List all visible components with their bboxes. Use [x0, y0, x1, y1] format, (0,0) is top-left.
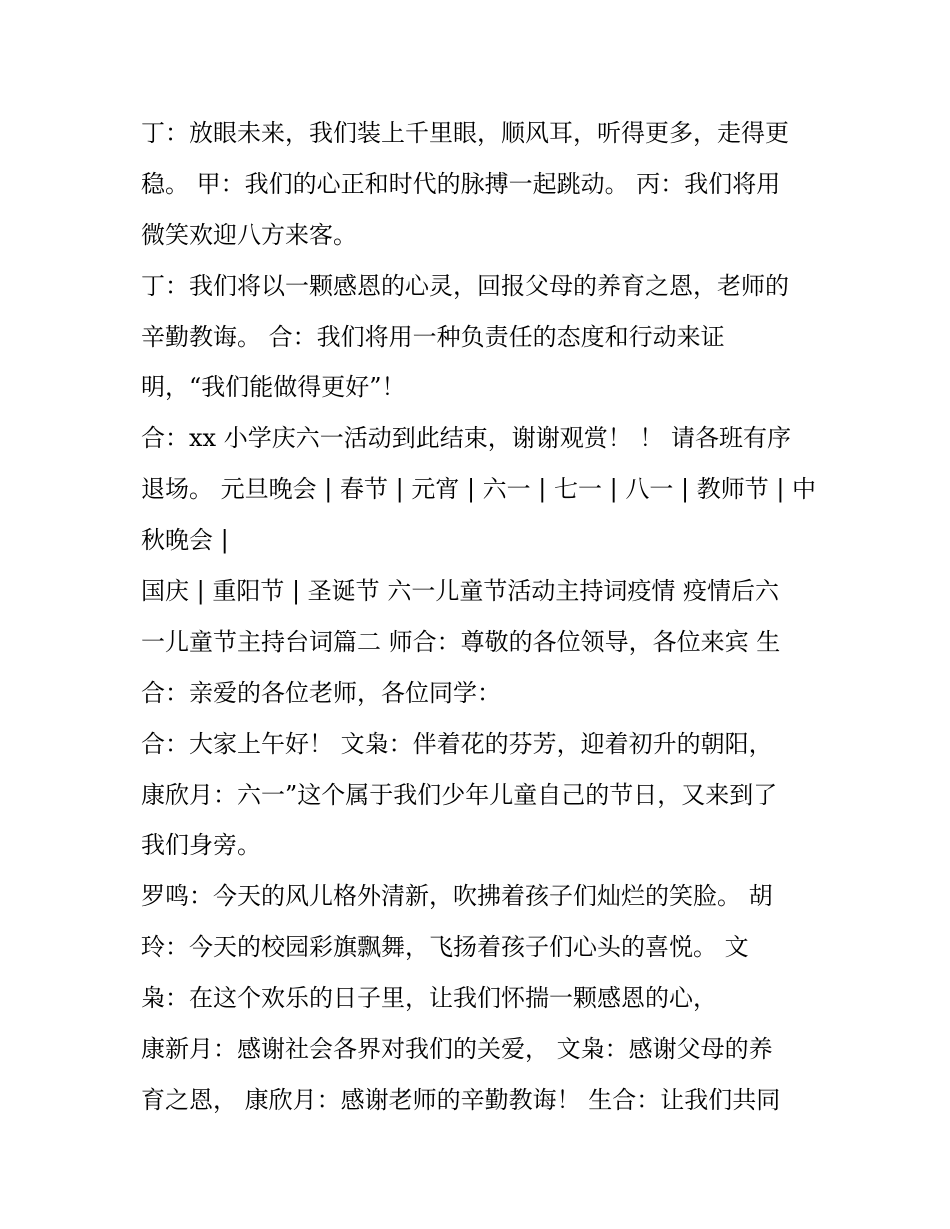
text-line: 罗鸣：今天的风儿格外清新，吹拂着孩子们灿烂的笑脸。 胡 [141, 882, 773, 911]
text-line: 我们身旁。 [141, 831, 261, 860]
text-line: 微笑欢迎八方来客。 [141, 220, 357, 249]
text-line: 一儿童节主持台词篇二 师合：尊敬的各位领导，各位来宾 生 [141, 627, 781, 656]
text-line: 退场。 元旦晚会 | 春节 | 元宵 | 六一 | 七一 | 八一 | 教师节 | 中 [141, 475, 817, 504]
text-line: 明，“我们能做得更好”！ [141, 373, 406, 402]
text-line: 秋晚会 | [141, 526, 229, 555]
document-page [141, 108, 821, 1126]
text-line: 枭：在这个欢乐的日子里，让我们怀揣一颗感恩的心， [141, 984, 717, 1013]
text-line: 玲：今天的校园彩旗飘舞，飞扬着孩子们心头的喜悦。 文 [141, 933, 749, 962]
text-line: 康欣月：六一”这个属于我们少年儿童自己的节日，又来到了 [141, 780, 778, 809]
text-line: 丁：放眼未来，我们装上千里眼，顺风耳，听得更多，走得更 [141, 119, 789, 147]
text-line: 辛勤教诲。 合：我们将用一种负责任的态度和行动来证 [141, 322, 725, 351]
text-line: 合：亲爱的各位老师，各位同学： [141, 678, 501, 707]
text-line: 丁：我们将以一颗感恩的心灵，回报父母的养育之恩，老师的 [141, 271, 789, 300]
text-line: 康新月：感谢社会各界对我们的关爱， 文枭：感谢父母的养 [141, 1035, 773, 1064]
text-line: 稳。 甲：我们的心正和时代的脉搏一起跳动。 丙：我们将用 [141, 169, 781, 198]
text-line: 合：大家上午好！ 文枭：伴着花的芬芳，迎着初升的朝阳， [141, 729, 773, 758]
text-line: 合：xx 小学庆六一活动到此结束，谢谢观赏！ ！ 请各班有序 [141, 424, 791, 453]
text-line: 国庆 | 重阳节 | 圣诞节 六一儿童节活动主持词疫情 疫情后六 [141, 577, 779, 606]
text-line: 育之恩， 康欣月：感谢老师的辛勤教诲！ 生合：让我们共同 [141, 1085, 781, 1114]
